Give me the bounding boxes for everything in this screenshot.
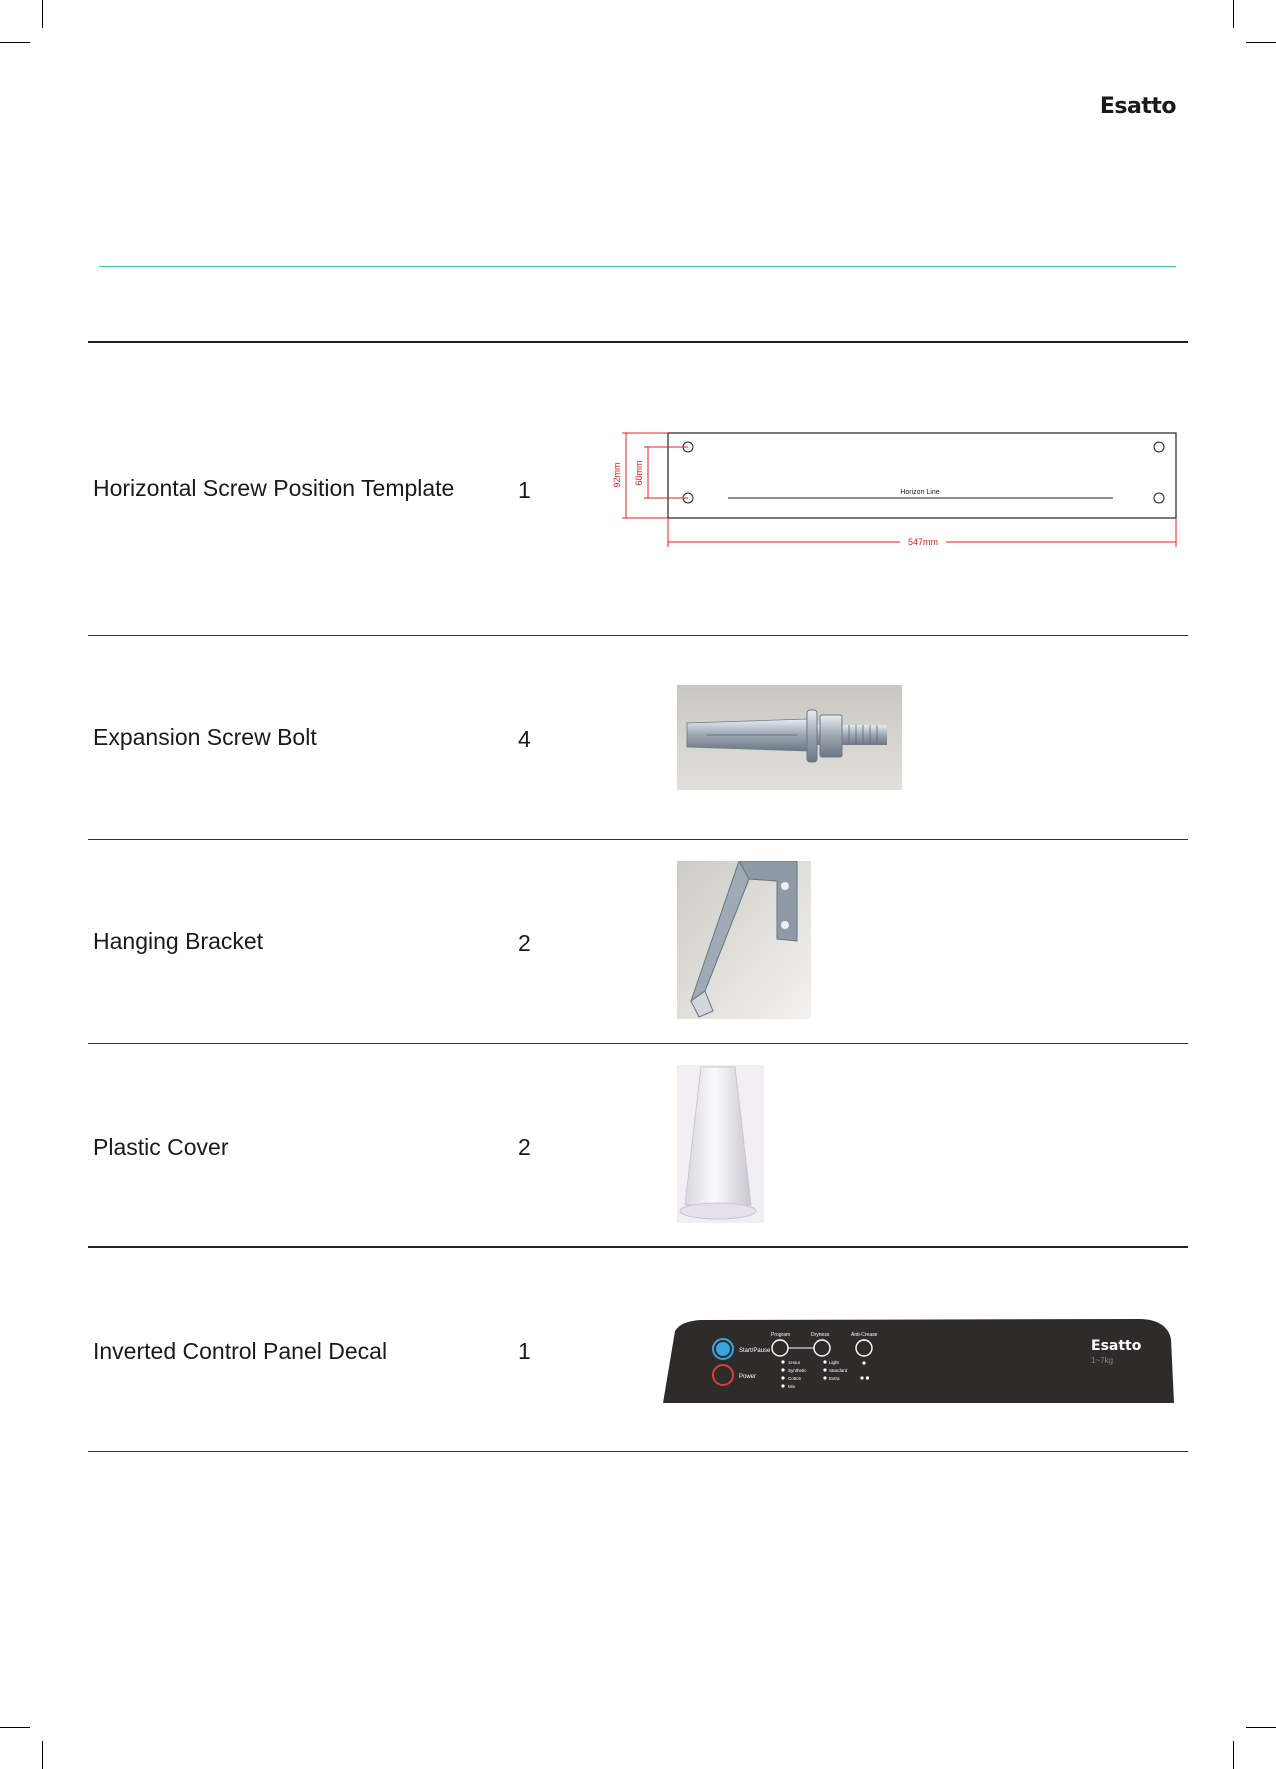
table-row bbox=[88, 1044, 1188, 1248]
header-divider bbox=[99, 266, 1176, 267]
table-row bbox=[88, 1248, 1188, 1452]
parts-table bbox=[88, 341, 1188, 1452]
table-row bbox=[88, 840, 1188, 1044]
item-qty: 1 bbox=[518, 477, 531, 503]
dim-inner-label: 60mm bbox=[634, 460, 644, 486]
crop-mark bbox=[0, 42, 30, 43]
crop-mark bbox=[1233, 0, 1234, 28]
decal-program-option: Synthetic bbox=[788, 1368, 807, 1373]
horizon-line-label: Horizon Line bbox=[900, 489, 940, 496]
item-qty: 4 bbox=[518, 726, 531, 752]
crop-mark bbox=[1233, 1741, 1234, 1769]
decal-start-label: Start/Pause bbox=[739, 1348, 771, 1354]
crop-mark bbox=[42, 0, 43, 28]
decal-power-label: Power bbox=[739, 1374, 757, 1380]
crop-mark bbox=[42, 1741, 43, 1769]
template-outline bbox=[668, 433, 1176, 518]
crop-mark bbox=[1246, 42, 1276, 43]
decal-dryness-label: Dryness bbox=[811, 1332, 830, 1338]
dim-width-label: 547mm bbox=[907, 537, 939, 547]
item-qty: 2 bbox=[518, 930, 531, 956]
decal-program-label: Program bbox=[771, 1332, 791, 1338]
crop-mark bbox=[0, 1727, 30, 1728]
item-qty: 1 bbox=[518, 1338, 531, 1364]
decal-dryness-option: Light bbox=[829, 1360, 839, 1365]
item-name: Horizontal Screw Position Template bbox=[93, 475, 455, 501]
table-row bbox=[88, 636, 1188, 840]
decal-dryness-option: Extra bbox=[829, 1376, 840, 1381]
hanging-bracket-photo bbox=[677, 861, 811, 1019]
item-qty: 2 bbox=[518, 1134, 531, 1160]
crop-mark bbox=[1246, 1727, 1276, 1728]
decal-dryness-option: Standard bbox=[829, 1368, 848, 1373]
expansion-bolt-photo bbox=[677, 685, 902, 790]
decal-anticrease-label: Anti-Crease bbox=[851, 1332, 878, 1338]
control-panel-decal bbox=[661, 1313, 1181, 1405]
template-diagram bbox=[608, 425, 1276, 555]
table-row bbox=[88, 343, 1188, 636]
plastic-cover-photo bbox=[677, 1065, 764, 1223]
decal-program-option: Mix bbox=[788, 1384, 795, 1389]
item-name: Plastic Cover bbox=[93, 1134, 229, 1160]
decal-brand: Esatto bbox=[1091, 1338, 1142, 1354]
item-name: Inverted Control Panel Decal bbox=[93, 1338, 388, 1364]
decal-program-option: 1Hour bbox=[788, 1360, 801, 1365]
decal-program-option: Cotton bbox=[788, 1376, 802, 1381]
item-name: Hanging Bracket bbox=[93, 928, 264, 954]
decal-capacity: 1~7kg bbox=[1091, 1356, 1114, 1365]
brand-logo: Esatto bbox=[1099, 94, 1176, 119]
item-name: Expansion Screw Bolt bbox=[93, 724, 317, 750]
dim-outer-label: 92mm bbox=[612, 462, 622, 488]
